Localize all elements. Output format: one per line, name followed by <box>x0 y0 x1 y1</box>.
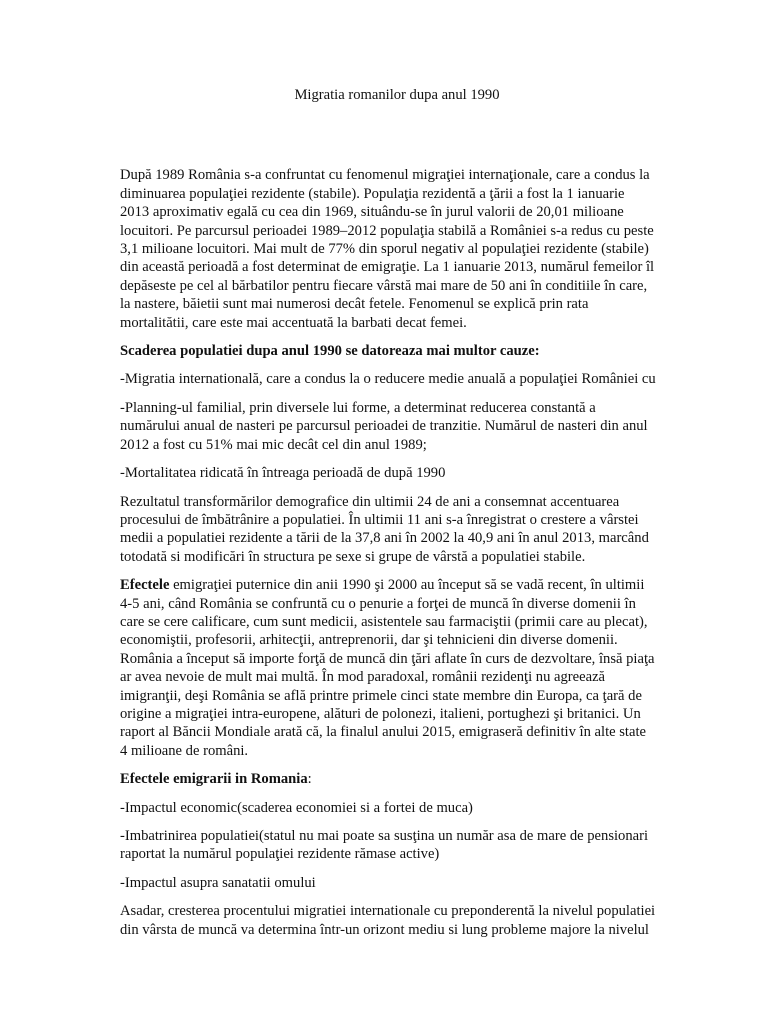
effects-paragraph <box>120 576 656 760</box>
cause-item: -Migratia internatională, care a condus la o reducere medie anuală a populaţiei României cu <box>120 371 656 388</box>
effect-item: -Impactul asupra sanatatii omului <box>120 874 316 891</box>
effects-heading <box>120 770 656 788</box>
effects-heading-text: Efectele emigrarii in Romania <box>120 771 308 788</box>
intro-paragraph: După 1989 România s-a confruntat cu fenomenul migraţiei internaţionale, care a condus la diminuarea populaţiei rezidente (stabile). Populaţia rezidentă a ţării a fost la 1 ianuarie 2013 aproximativ egală cu cea din 1969, situându-se în jurul valorii de 20,01 milioane locuitori. Pe parcursul perioadei 1989–2012 populaţia stabilă a României s-a redus cu peste 3,1 milioane locuitori. Mai mult de 77% din sporul negativ al populaţiei rezidente (stabile) din această perioadă a fost determinat de emigraţie. La 1 ianuarie 2013, numărul femeilor îl depăseste pe cel al bărbatilor pentru fiecare vârstă mai mare de 50 ani în conditiile în care, la nastere, băietii sunt mai numerosi decât fetele. Fenomenul se explică prin rata mortalitătii, care este mai accentuată la barbati decat femei. <box>120 167 655 331</box>
effects-lead: Efectele <box>120 577 170 594</box>
aging-paragraph: Rezultatul transformărilor demografice din ultimii 24 de ani a consemnat accentuarea procesului de îmbătrânire a populatiei. În ultimii 11 ani s-a înregistrat o crestere a vârstei medii a populatiei rezidente a tării de la 37,8 ani în 2002 la 40,9 ani în anul 2013, marcând totodată si modificări în structura pe sexe si grupe de vârstă a populatiei stabile. <box>120 493 649 565</box>
effects-heading-colon: : <box>307 771 312 788</box>
effects-paragraph-text: emigraţiei puternice din anii 1990 şi 2000 au început să se vadă recent, în ultimii 4-5 ani, când România se confruntă cu o penurie a forţei de muncă în diverse domenii în care se cere calificare, cum sunt medicii, asistentele sau farmaciştii (primii care au plecat), economiştii, profesorii, arhitecţii, antreprenorii, dar şi tehnicieni din diverse domenii. România a început să importe forţă de muncă din ţări aflate în curs de dezvoltare, însă piaţa ar avea nevoie de mult mai multă. În mod paradoxal, românii rezidenţi nu agreează imigranţii, deşi România se află printre primele cinci state membre din Europa, ca ţară de origine a migraţiei intra-europene, alături de polonezi, italieni, portughezi şi britanici. Un raport al Băncii Mondiale arată că, la finalul anului 2015, emigraseră definitiv în alte state 4 milioane de români. <box>120 577 655 759</box>
causes-heading: Scaderea populatiei dupa anul 1990 se datoreaza mai multor cauze: <box>120 343 540 360</box>
conclusion-paragraph: Asadar, cresterea procentului migratiei internationale cu preponderentă la nivelul populatiei din vârsta de muncă va determina într-un orizont mediu si lung probleme majore la nivelul <box>120 903 656 938</box>
effect-item: -Impactul economic(scaderea economiei si a fortei de muca) <box>120 799 473 816</box>
cause-item: -Mortalitatea ridicată în întreaga perioadă de după 1990 <box>120 465 446 482</box>
document-title: Migratia romanilor dupa anul 1990 <box>294 87 500 103</box>
effect-item: -Imbatrinirea populatiei(statul nu mai poate sa susţina un număr asa de mare de pensionari raportat la numărul populaţiei rezidente rămase active) <box>120 828 649 863</box>
cause-item: -Planning-ul familial, prin diversele lui forme, a determinat reducerea constantă a numărului anual de nasteri pe parcursul perioadei de tranzitie. Numărul de nasteri din anul 2012 a fost cu 51% mai mic decât cel din anul 1989; <box>120 399 648 453</box>
